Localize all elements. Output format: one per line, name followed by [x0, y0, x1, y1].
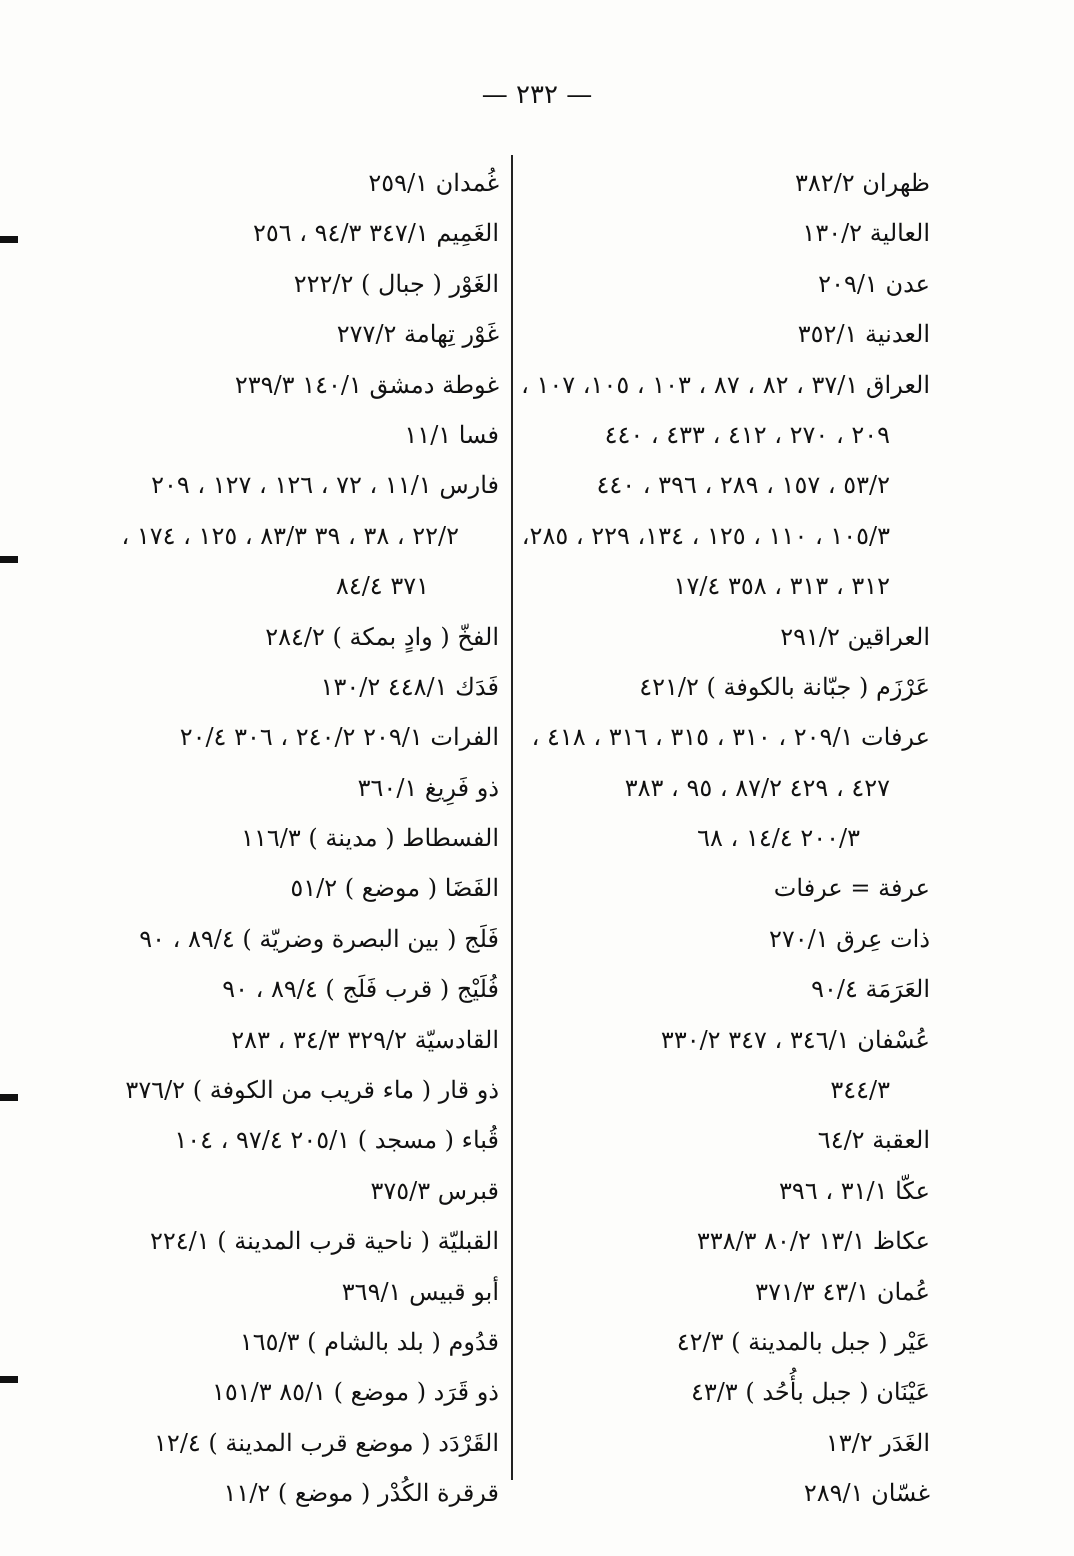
index-entry-continuation: ١٠٥/٣ ، ١١٠ ، ١٢٥ ، ١٣٤، ٢٢٩ ، ٢٨٥، [521, 521, 890, 550]
index-entry: عدن ٢٠٩/١ [818, 269, 930, 298]
index-entry: القبليّة ( ناحية قرب المدينة ) ٢٢٤/١ [149, 1227, 499, 1256]
index-entry: ذو قَرَد ( موضع ) ٨٥/١ ١٥١/٣ [211, 1378, 499, 1407]
index-entry: فارس ١١/١ ، ٧٢ ، ١٢٦ ، ١٢٧ ، ٢٠٩ [151, 471, 499, 500]
index-column-right [521, 158, 930, 1519]
index-entry-continuation: ٥٣/٢ ، ١٥٧ ، ٢٨٩ ، ٣٩٦ ، ٤٤٠ [596, 471, 890, 500]
index-entry-continuation: ٢٠٠/٣ ١٤/٤ ، ٦٨ [697, 824, 860, 853]
index-entry: قبرس ٣٧٥/٣ [370, 1176, 499, 1205]
index-entry: العقبة ٦٤/٢ [817, 1126, 930, 1155]
index-entry: ذات عِرق ٢٧٠/١ [768, 924, 930, 953]
index-entry: غُمدان ٢٥٩/١ [368, 169, 499, 197]
index-entry: الفسطاط ( مدينة ) ١١٦/٣ [241, 824, 499, 853]
index-entry: عُمان ٤٣/١ ٣٧١/٣ [755, 1277, 930, 1306]
scan-edge-mark [0, 1094, 18, 1101]
index-entry: ذو فَرِيغ ٣٦٠/١ [357, 773, 499, 802]
index-entry-continuation: ٢٢/٢ ، ٣٨ ، ٣٩ ٨٣/٣ ، ١٢٥ ، ١٧٤ ، [121, 521, 459, 550]
index-entry: العراقين ٢٩١/٢ [780, 622, 930, 651]
index-entry: عَيْر ( جبل بالمدينة ) ٤٢/٣ [676, 1327, 930, 1356]
index-entry: العراق ٣٧/١ ، ٨٢ ، ٨٧ ، ١٠٣ ، ١٠٥، ١٠٧ ، [521, 370, 930, 399]
index-entry: قُباء ( مسجد ) ٢٠٥/١ ٩٧/٤ ، ١٠٤ [174, 1126, 499, 1155]
index-entry: القادسيّة ٣٢٩/٢ ٣٤/٣ ، ٢٨٣ [231, 1025, 499, 1054]
index-entry: العالية ١٣٠/٢ [802, 219, 930, 248]
index-entry: غَوْر تِهامة ٢٧٧/٢ [336, 320, 499, 349]
index-entry: ظهران ٣٨٢/٢ [795, 169, 930, 197]
index-entry: العَرَمَة ٩٠/٤ [811, 975, 930, 1004]
index-entry: عرفة = عرفات [773, 874, 930, 903]
index-entry: عَرْزَم ( جبّانة بالكوفة ) ٤٢١/٢ [639, 672, 930, 701]
index-entry: الغَمِيم ٣٤٧/١ ٩٤/٣ ، ٢٥٦ [252, 219, 499, 248]
index-entry: فَدَك ٤٤٨/١ ١٣٠/٢ [320, 672, 499, 701]
index-entry: عكّا ٣١/١ ، ٣٩٦ [779, 1176, 930, 1205]
index-entry: فَلَج ( بين البصرة وضريّة ) ٨٩/٤ ، ٩٠ [139, 924, 499, 953]
index-entry: العدنية ٣٥٢/١ [797, 320, 930, 349]
index-entry: الغَدَر ١٣/٢ [825, 1428, 930, 1457]
column-divider [511, 155, 513, 1480]
index-column-left [79, 158, 499, 1519]
index-entry-continuation: ٣٧١ ٨٤/٤ [335, 572, 429, 601]
index-entry-continuation: ٣١٢ ، ٣١٣ ، ٣٥٨ ١٧/٤ [673, 572, 890, 601]
index-entry: عُسْفان ٣٤٦/١ ، ٣٤٧ ٣٣٠/٢ [660, 1025, 930, 1054]
index-entry: قدُوم ( بلد بالشام ) ١٦٥/٣ [239, 1327, 499, 1356]
index-entry: أبو قبيس ٣٦٩/١ [341, 1277, 499, 1306]
index-entry-continuation: ٣٤٤/٣ [830, 1076, 890, 1105]
index-entry: عَيْنَان ( جبل بأُحُد ) ٤٣/٣ [690, 1378, 930, 1407]
scan-edge-mark [0, 236, 18, 243]
index-entry: الفرات ٢٠٩/١ ٢٤٠/٢ ، ٣٠٦ ٢٠/٤ [179, 723, 499, 752]
index-entry: الفَضَا ( موضع ) ٥١/٢ [290, 874, 499, 903]
index-entry: فسا ١١/١ [404, 420, 499, 449]
scan-edge-mark [0, 1376, 18, 1383]
index-entry: ذو قار ( ماء قريب من الكوفة ) ٣٧٦/٢ [125, 1076, 499, 1105]
index-entry: فُلَيْج ( قرب فَلَج ) ٨٩/٤ ، ٩٠ [222, 975, 499, 1004]
index-entry: الغَوْر ( جبال ) ٢٢٢/٢ [293, 269, 499, 298]
index-entry-continuation: ٤٢٧ ، ٤٢٩ ٨٧/٢ ، ٩٥ ، ٣٨٣ [624, 773, 890, 802]
index-entry: قرقرة الكُدْر ( موضع ) ١١/٢ [223, 1479, 499, 1508]
index-entry: القَرْدَد ( موضع قرب المدينة ) ١٢/٤ [154, 1428, 499, 1457]
index-entry-continuation: ٢٠٩ ، ٢٧٠ ، ٤١٢ ، ٤٣٣ ، ٤٤٠ [604, 420, 890, 449]
index-entry: غوطة دمشق ١٤٠/١ ٢٣٩/٣ [234, 370, 499, 399]
index-entry: غسّان ٢٨٩/١ [803, 1479, 930, 1508]
scan-edge-mark [0, 556, 18, 563]
index-entry: عكاظ ١٣/١ ٨٠/٢ ٣٣٨/٣ [696, 1227, 930, 1256]
index-entry: عرفات ٢٠٩/١ ، ٣١٠ ، ٣١٥ ، ٣١٦ ، ٤١٨ ، [531, 723, 930, 752]
index-entry: الفخّ ( وادٍ بمكة ) ٢٨٤/٢ [265, 622, 499, 651]
page-number: — ٢٣٢ — [481, 80, 593, 110]
